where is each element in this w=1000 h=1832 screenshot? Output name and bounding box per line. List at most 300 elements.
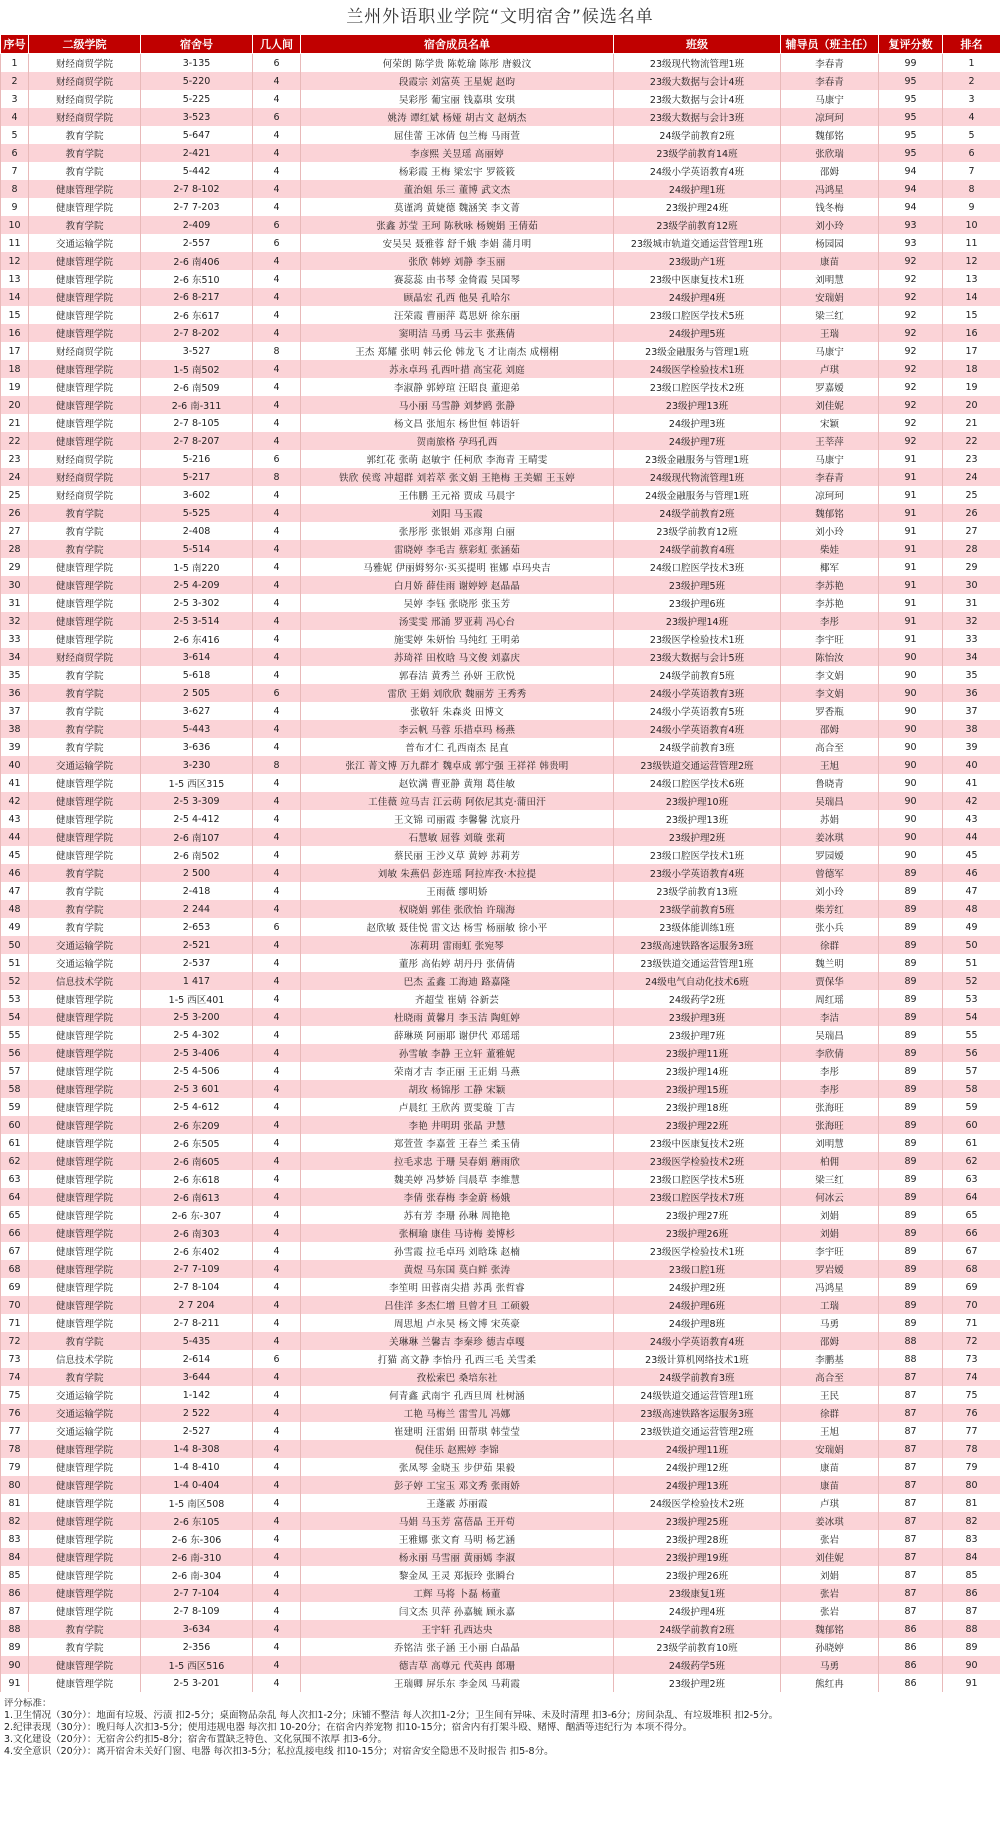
counselor-cell: 马康宁	[781, 450, 879, 468]
capacity-cell: 4	[253, 774, 301, 792]
col-header-counselor: 辅导员（班主任）	[781, 35, 879, 54]
college-cell: 健康管理学院	[29, 1008, 141, 1026]
rank-cell: 11	[943, 234, 1000, 252]
members-cell: 雷晓婷 李毛吉 蔡彩虹 张涵茹	[301, 540, 614, 558]
table-row	[1, 576, 1000, 594]
capacity-cell: 4	[253, 1494, 301, 1512]
capacity-cell: 4	[253, 1476, 301, 1494]
dorm-number-cell: 2-6 南502	[141, 846, 253, 864]
capacity-cell: 6	[253, 450, 301, 468]
counselor-cell: 工瑞	[781, 1296, 879, 1314]
score-cell: 91	[879, 612, 943, 630]
rank-cell: 58	[943, 1080, 1000, 1098]
table-row	[1, 1080, 1000, 1098]
capacity-cell: 4	[253, 126, 301, 144]
dorm-number-cell: 2-6 南406	[141, 252, 253, 270]
score-cell: 95	[879, 72, 943, 90]
rank-cell: 31	[943, 594, 1000, 612]
col-header-capacity: 几人间	[253, 35, 301, 54]
rank-cell: 33	[943, 630, 1000, 648]
capacity-cell: 4	[253, 1044, 301, 1062]
dorm-number-cell: 5-443	[141, 720, 253, 738]
capacity-cell: 4	[253, 72, 301, 90]
score-cell: 90	[879, 648, 943, 666]
members-cell: 李淑静 郭婷瑄 汪昭良 董迎弟	[301, 378, 614, 396]
row-index: 72	[1, 1332, 29, 1350]
capacity-cell: 4	[253, 1206, 301, 1224]
counselor-cell: 邵姆	[781, 720, 879, 738]
rank-cell: 17	[943, 342, 1000, 360]
members-cell: 乔铭洁 张子涵 王小丽 白晶晶	[301, 1638, 614, 1656]
rank-cell: 85	[943, 1566, 1000, 1584]
members-cell: 董彤 高佑婷 胡丹丹 张倩倩	[301, 954, 614, 972]
table-row	[1, 1206, 1000, 1224]
row-index: 18	[1, 360, 29, 378]
counselor-cell: 罗岩嫒	[781, 1260, 879, 1278]
dorm-number-cell: 1 417	[141, 972, 253, 990]
row-index: 14	[1, 288, 29, 306]
class-cell: 23级口腔医学技术2班	[614, 378, 781, 396]
rank-cell: 23	[943, 450, 1000, 468]
college-cell: 财经商贸学院	[29, 450, 141, 468]
college-cell: 教育学院	[29, 720, 141, 738]
score-cell: 90	[879, 720, 943, 738]
college-cell: 健康管理学院	[29, 1566, 141, 1584]
counselor-cell: 康苗	[781, 252, 879, 270]
table-row	[1, 702, 1000, 720]
dorm-number-cell: 2-6 东-306	[141, 1530, 253, 1548]
score-cell: 87	[879, 1386, 943, 1404]
table-row	[1, 306, 1000, 324]
college-cell: 健康管理学院	[29, 774, 141, 792]
counselor-cell: 李欣倩	[781, 1044, 879, 1062]
members-cell: 杨彩霞 王梅 梁宏宇 罗筱筱	[301, 162, 614, 180]
counselor-cell: 李春青	[781, 54, 879, 73]
college-cell: 财经商贸学院	[29, 54, 141, 73]
members-cell: 李笙明 田蓉南尖措 苏禹 张哲睿	[301, 1278, 614, 1296]
rank-cell: 37	[943, 702, 1000, 720]
table-row	[1, 1368, 1000, 1386]
table-row	[1, 288, 1000, 306]
members-cell: 工佳薇 竝马吉 江云萌 阿依尼其克·蒲田汗	[301, 792, 614, 810]
table-row	[1, 1188, 1000, 1206]
score-cell: 86	[879, 1674, 943, 1692]
table-row	[1, 630, 1000, 648]
rank-cell: 47	[943, 882, 1000, 900]
row-index: 51	[1, 954, 29, 972]
members-cell: 苏有芳 李珊 孙琳 周艳艳	[301, 1206, 614, 1224]
rank-cell: 41	[943, 774, 1000, 792]
college-cell: 财经商贸学院	[29, 342, 141, 360]
score-cell: 89	[879, 990, 943, 1008]
class-cell: 23级护理18班	[614, 1098, 781, 1116]
dorm-number-cell: 1-4 8-308	[141, 1440, 253, 1458]
college-cell: 财经商贸学院	[29, 486, 141, 504]
score-cell: 89	[879, 1170, 943, 1188]
class-cell: 23级护理26班	[614, 1566, 781, 1584]
scoring-criteria	[0, 1692, 1000, 1758]
table-row	[1, 1656, 1000, 1674]
score-cell: 87	[879, 1512, 943, 1530]
table-row	[1, 468, 1000, 486]
class-cell: 23级护理25班	[614, 1512, 781, 1530]
row-index: 16	[1, 324, 29, 342]
row-index: 32	[1, 612, 29, 630]
dorm-number-cell: 2-6 东505	[141, 1134, 253, 1152]
college-cell: 交通运输学院	[29, 756, 141, 774]
score-cell: 89	[879, 1224, 943, 1242]
college-cell: 教育学院	[29, 162, 141, 180]
row-index: 65	[1, 1206, 29, 1224]
rank-cell: 10	[943, 216, 1000, 234]
dorm-number-cell: 2 244	[141, 900, 253, 918]
members-cell: 胡玫 杨锦彤 工静 宋颖	[301, 1080, 614, 1098]
table-row	[1, 1314, 1000, 1332]
class-cell: 24级护理7班	[614, 432, 781, 450]
class-cell: 24级学前教育2班	[614, 504, 781, 522]
dorm-number-cell: 2-5 4-612	[141, 1098, 253, 1116]
dorm-number-cell: 2-6 东-307	[141, 1206, 253, 1224]
rank-cell: 1	[943, 54, 1000, 73]
score-cell: 91	[879, 576, 943, 594]
score-cell: 90	[879, 846, 943, 864]
row-index: 48	[1, 900, 29, 918]
members-cell: 贺南旅格 孕玛孔西	[301, 432, 614, 450]
dorm-number-cell: 3-627	[141, 702, 253, 720]
rank-cell: 90	[943, 1656, 1000, 1674]
college-cell: 教育学院	[29, 126, 141, 144]
capacity-cell: 4	[253, 1440, 301, 1458]
dorm-number-cell: 2-5 3-200	[141, 1008, 253, 1026]
dorm-number-cell: 2-6 东618	[141, 1170, 253, 1188]
rank-cell: 13	[943, 270, 1000, 288]
class-cell: 23级护理26班	[614, 1224, 781, 1242]
rank-cell: 9	[943, 198, 1000, 216]
members-cell: 顾晶宏 孔西 他昊 孔哈尔	[301, 288, 614, 306]
counselor-cell: 周红瑶	[781, 990, 879, 1008]
college-cell: 健康管理学院	[29, 1476, 141, 1494]
counselor-cell: 刘娟	[781, 1224, 879, 1242]
members-cell: 普布才仁 孔西南杰 昆直	[301, 738, 614, 756]
table-row	[1, 1566, 1000, 1584]
capacity-cell: 4	[253, 954, 301, 972]
rank-cell: 22	[943, 432, 1000, 450]
college-cell: 健康管理学院	[29, 1548, 141, 1566]
score-cell: 89	[879, 1314, 943, 1332]
college-cell: 健康管理学院	[29, 180, 141, 198]
row-index: 34	[1, 648, 29, 666]
class-cell: 24级护理1班	[614, 180, 781, 198]
row-index: 77	[1, 1422, 29, 1440]
table-row	[1, 144, 1000, 162]
college-cell: 健康管理学院	[29, 432, 141, 450]
members-cell: 赵欣敏 聂佳悦 雷文达 杨雪 杨丽敏 徐小平	[301, 918, 614, 936]
row-index: 88	[1, 1620, 29, 1638]
members-cell: 刘敏 朱燕侣 彭连瑶 阿拉库孜·木拉提	[301, 864, 614, 882]
members-cell: 黎金凤 王灵 郑振玲 张瞬台	[301, 1566, 614, 1584]
row-index: 66	[1, 1224, 29, 1242]
class-cell: 23级护理10班	[614, 792, 781, 810]
college-cell: 教育学院	[29, 918, 141, 936]
table-row	[1, 234, 1000, 252]
table-row	[1, 252, 1000, 270]
capacity-cell: 4	[253, 1296, 301, 1314]
counselor-cell: 罗园嫒	[781, 846, 879, 864]
capacity-cell: 4	[253, 1170, 301, 1188]
college-cell: 健康管理学院	[29, 846, 141, 864]
capacity-cell: 4	[253, 720, 301, 738]
rank-cell: 12	[943, 252, 1000, 270]
college-cell: 健康管理学院	[29, 630, 141, 648]
dorm-number-cell: 2-6 东105	[141, 1512, 253, 1530]
capacity-cell: 4	[253, 1386, 301, 1404]
capacity-cell: 4	[253, 1080, 301, 1098]
counselor-cell: 王莘萍	[781, 432, 879, 450]
rank-cell: 57	[943, 1062, 1000, 1080]
capacity-cell: 4	[253, 198, 301, 216]
dorm-number-cell: 3-634	[141, 1620, 253, 1638]
members-cell: 吴婷 李钰 张晓彤 张玉芳	[301, 594, 614, 612]
college-cell: 交通运输学院	[29, 1422, 141, 1440]
counselor-cell: 张岩	[781, 1602, 879, 1620]
score-cell: 87	[879, 1548, 943, 1566]
members-cell: 孙雪敏 李静 王立轩 董雅妮	[301, 1044, 614, 1062]
row-index: 53	[1, 990, 29, 1008]
members-cell: 李艳 井明玥 张晶 尹慧	[301, 1116, 614, 1134]
dorm-number-cell: 2-6 南-311	[141, 396, 253, 414]
counselor-cell: 王民	[781, 1386, 879, 1404]
class-cell: 24级电气自动化技术6班	[614, 972, 781, 990]
score-cell: 86	[879, 1638, 943, 1656]
rank-cell: 60	[943, 1116, 1000, 1134]
counselor-cell: 刘佳妮	[781, 1548, 879, 1566]
table-row	[1, 828, 1000, 846]
members-cell: 汪荣霞 曹丽萍 葛思妍 徐东丽	[301, 306, 614, 324]
college-cell: 健康管理学院	[29, 270, 141, 288]
rank-cell: 3	[943, 90, 1000, 108]
capacity-cell: 4	[253, 1260, 301, 1278]
members-cell: 黄煜 马东国 莫白鲜 张涛	[301, 1260, 614, 1278]
members-cell: 郭春洁 黄秀兰 孙妍 王欣悦	[301, 666, 614, 684]
score-cell: 92	[879, 396, 943, 414]
table-row	[1, 522, 1000, 540]
rank-cell: 6	[943, 144, 1000, 162]
class-cell: 23级学前教育10班	[614, 1638, 781, 1656]
counselor-cell: 陈怡汝	[781, 648, 879, 666]
college-cell: 财经商贸学院	[29, 72, 141, 90]
dorm-number-cell: 1-4 8-410	[141, 1458, 253, 1476]
row-index: 24	[1, 468, 29, 486]
rank-cell: 74	[943, 1368, 1000, 1386]
college-cell: 健康管理学院	[29, 1044, 141, 1062]
row-index: 31	[1, 594, 29, 612]
table-row	[1, 612, 1000, 630]
capacity-cell: 4	[253, 1530, 301, 1548]
counselor-cell: 宋颖	[781, 414, 879, 432]
rank-cell: 48	[943, 900, 1000, 918]
counselor-cell: 马康宁	[781, 90, 879, 108]
score-cell: 89	[879, 882, 943, 900]
class-cell: 24级药学2班	[614, 990, 781, 1008]
row-index: 61	[1, 1134, 29, 1152]
class-cell: 24级口腔医学技术3班	[614, 558, 781, 576]
college-cell: 健康管理学院	[29, 378, 141, 396]
counselor-cell: 张欣瑞	[781, 144, 879, 162]
members-cell: 窦明洁 马勇 马云丰 张燕倩	[301, 324, 614, 342]
score-cell: 92	[879, 288, 943, 306]
score-cell: 94	[879, 180, 943, 198]
counselor-cell: 刘明慧	[781, 1134, 879, 1152]
counselor-cell: 刘娟	[781, 1566, 879, 1584]
score-cell: 88	[879, 1332, 943, 1350]
college-cell: 信息技术学院	[29, 972, 141, 990]
row-index: 45	[1, 846, 29, 864]
counselor-cell: 凉珂珂	[781, 108, 879, 126]
table-row	[1, 738, 1000, 756]
college-cell: 健康管理学院	[29, 990, 141, 1008]
row-index: 79	[1, 1458, 29, 1476]
capacity-cell: 6	[253, 1350, 301, 1368]
table-row	[1, 774, 1000, 792]
counselor-cell: 魏郁铭	[781, 1620, 879, 1638]
counselor-cell: 熊红冉	[781, 1674, 879, 1692]
counselor-cell: 李文娟	[781, 666, 879, 684]
row-index: 59	[1, 1098, 29, 1116]
college-cell: 健康管理学院	[29, 1242, 141, 1260]
college-cell: 教育学院	[29, 738, 141, 756]
class-cell: 23级护理28班	[614, 1530, 781, 1548]
class-cell: 23级护理15班	[614, 1080, 781, 1098]
rank-cell: 21	[943, 414, 1000, 432]
rank-cell: 91	[943, 1674, 1000, 1692]
score-cell: 90	[879, 702, 943, 720]
class-cell: 23级护理7班	[614, 1026, 781, 1044]
row-index: 20	[1, 396, 29, 414]
capacity-cell: 4	[253, 90, 301, 108]
capacity-cell: 4	[253, 1602, 301, 1620]
row-index: 38	[1, 720, 29, 738]
class-cell: 23级护理14班	[614, 612, 781, 630]
table-row	[1, 558, 1000, 576]
members-cell: 王伟鹏 王元裕 贾成 马晨宇	[301, 486, 614, 504]
table-row	[1, 1638, 1000, 1656]
class-cell: 24级现代物流管理1班	[614, 468, 781, 486]
college-cell: 教育学院	[29, 504, 141, 522]
score-cell: 89	[879, 1026, 943, 1044]
dorm-number-cell: 2-7 7-104	[141, 1584, 253, 1602]
members-cell: 马雅妮 伊丽姆努尔·买买提明 崔娜 卓玛央吉	[301, 558, 614, 576]
members-cell: 杨永丽 马雪丽 黄丽嫣 李淑	[301, 1548, 614, 1566]
dorm-number-cell: 2-5 3-406	[141, 1044, 253, 1062]
college-cell: 健康管理学院	[29, 576, 141, 594]
row-index: 83	[1, 1530, 29, 1548]
counselor-cell: 卢琪	[781, 360, 879, 378]
table-row	[1, 378, 1000, 396]
dorm-number-cell: 3-230	[141, 756, 253, 774]
row-index: 63	[1, 1170, 29, 1188]
row-index: 6	[1, 144, 29, 162]
class-cell: 24级学前教育3班	[614, 1368, 781, 1386]
counselor-cell: 姜冰琪	[781, 1512, 879, 1530]
class-cell: 24级小学英语教育3班	[614, 684, 781, 702]
capacity-cell: 4	[253, 378, 301, 396]
row-index: 17	[1, 342, 29, 360]
class-cell: 23级护理13班	[614, 810, 781, 828]
table-row	[1, 450, 1000, 468]
row-index: 87	[1, 1602, 29, 1620]
capacity-cell: 4	[253, 180, 301, 198]
class-cell: 23级学前教育14班	[614, 144, 781, 162]
dorm-number-cell: 3-614	[141, 648, 253, 666]
rank-cell: 71	[943, 1314, 1000, 1332]
table-row	[1, 1422, 1000, 1440]
score-cell: 90	[879, 684, 943, 702]
counselor-cell: 张岩	[781, 1584, 879, 1602]
score-cell: 90	[879, 666, 943, 684]
college-cell: 健康管理学院	[29, 1656, 141, 1674]
table-row	[1, 1458, 1000, 1476]
capacity-cell: 4	[253, 1404, 301, 1422]
college-cell: 教育学院	[29, 216, 141, 234]
document-title: 兰州外语职业学院“文明宿舍”候选名单	[346, 7, 654, 27]
capacity-cell: 6	[253, 234, 301, 252]
table-row	[1, 594, 1000, 612]
class-cell: 23级铁道交通运营管理2班	[614, 756, 781, 774]
table-row	[1, 486, 1000, 504]
rank-cell: 70	[943, 1296, 1000, 1314]
members-cell: 荣南才吉 李正丽 王正娟 马燕	[301, 1062, 614, 1080]
dorm-number-cell: 2-409	[141, 216, 253, 234]
class-cell: 23级中医康复技术2班	[614, 1134, 781, 1152]
capacity-cell: 4	[253, 1188, 301, 1206]
score-cell: 87	[879, 1404, 943, 1422]
table-row	[1, 1674, 1000, 1692]
college-cell: 健康管理学院	[29, 360, 141, 378]
capacity-cell: 4	[253, 144, 301, 162]
rank-cell: 68	[943, 1260, 1000, 1278]
counselor-cell: 罗嘉嫒	[781, 378, 879, 396]
col-header-index: 序号	[1, 35, 29, 54]
members-cell: 魏美婷 冯梦娇 闫晨草 李维慧	[301, 1170, 614, 1188]
dorm-number-cell: 2-7 8-104	[141, 1278, 253, 1296]
score-cell: 89	[879, 936, 943, 954]
class-cell: 23级学前教育13班	[614, 882, 781, 900]
rank-cell: 87	[943, 1602, 1000, 1620]
rank-cell: 46	[943, 864, 1000, 882]
counselor-cell: 孙晓婷	[781, 1638, 879, 1656]
dorm-number-cell: 3-636	[141, 738, 253, 756]
score-cell: 91	[879, 504, 943, 522]
members-cell: 李彦熙 关昱瑶 高丽婷	[301, 144, 614, 162]
capacity-cell: 4	[253, 1314, 301, 1332]
rank-cell: 38	[943, 720, 1000, 738]
class-cell: 24级护理11班	[614, 1440, 781, 1458]
college-cell: 教育学院	[29, 144, 141, 162]
capacity-cell: 4	[253, 1422, 301, 1440]
table-row	[1, 126, 1000, 144]
class-cell: 23级护理6班	[614, 594, 781, 612]
rank-cell: 25	[943, 486, 1000, 504]
capacity-cell: 4	[253, 1512, 301, 1530]
table-row	[1, 846, 1000, 864]
college-cell: 健康管理学院	[29, 1260, 141, 1278]
counselor-cell: 梁三红	[781, 306, 879, 324]
table-row	[1, 810, 1000, 828]
college-cell: 教育学院	[29, 1638, 141, 1656]
row-index: 25	[1, 486, 29, 504]
members-cell: 张鑫 苏莹 王珂 陈秋咏 杨婉娟 王倩茹	[301, 216, 614, 234]
members-cell: 齐超莹 崔婧 谷新芸	[301, 990, 614, 1008]
